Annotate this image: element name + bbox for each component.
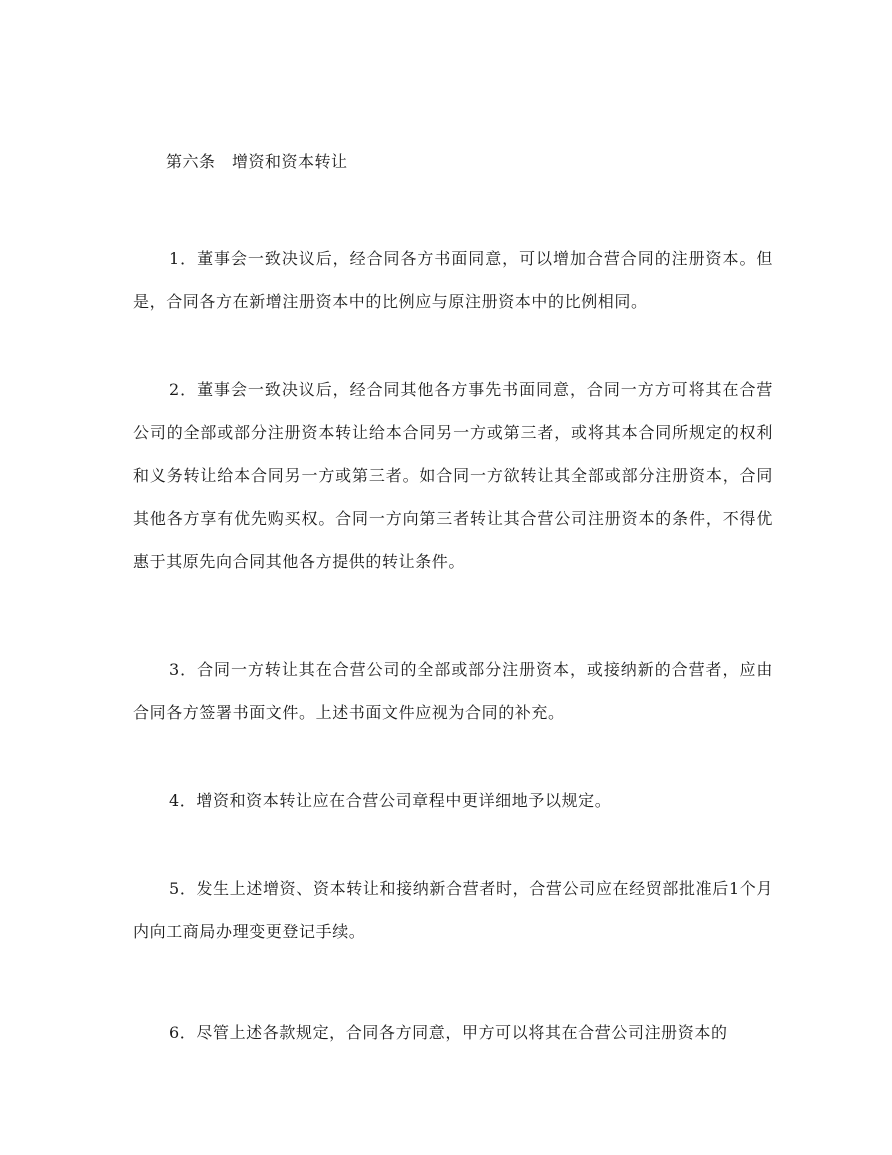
clause-4: 4．增资和资本转让应在合营公司章程中更详细地予以规定。 bbox=[169, 791, 612, 810]
clause-2: 2．董事会一致决议后，经合同其他各方事先书面同意，合同一方方可将其在合营公司的全部或部分注册资本转让给本合同另一方或第三者，或将其本合同所规定的权利和义务转让给本合同另一方或第三者。如合同一方欲转让其全部或部分注册资本，合同其他各方享有优先购买权。合同一方向第三者转让其合营公司注册资本的条件，不得优惠于其原先向合同其他各方提供的转让条件。 bbox=[133, 380, 773, 571]
clause-3: 3．合同一方转让其在合营公司的全部或部分注册资本，或接纳新的合营者，应由合同各方签署书面文件。上述书面文件应视为合同的补充。 bbox=[133, 660, 773, 722]
clause-5: 5．发生上述增资、资本转让和接纳新合营者时，合营公司应在经贸部批准后1个月内向工商局办理变更登记手续。 bbox=[133, 879, 773, 941]
clause-6: 6．尽管上述各款规定，合同各方同意，甲方可以将其在合营公司注册资本的 bbox=[169, 1023, 728, 1042]
article-heading: 第六条 增资和资本转让 bbox=[166, 152, 348, 171]
clause-1: 1．董事会一致决议后，经合同各方书面同意，可以增加合营合同的注册资本。但是，合同各方在新增注册资本中的比例应与原注册资本中的比例相同。 bbox=[133, 249, 773, 311]
